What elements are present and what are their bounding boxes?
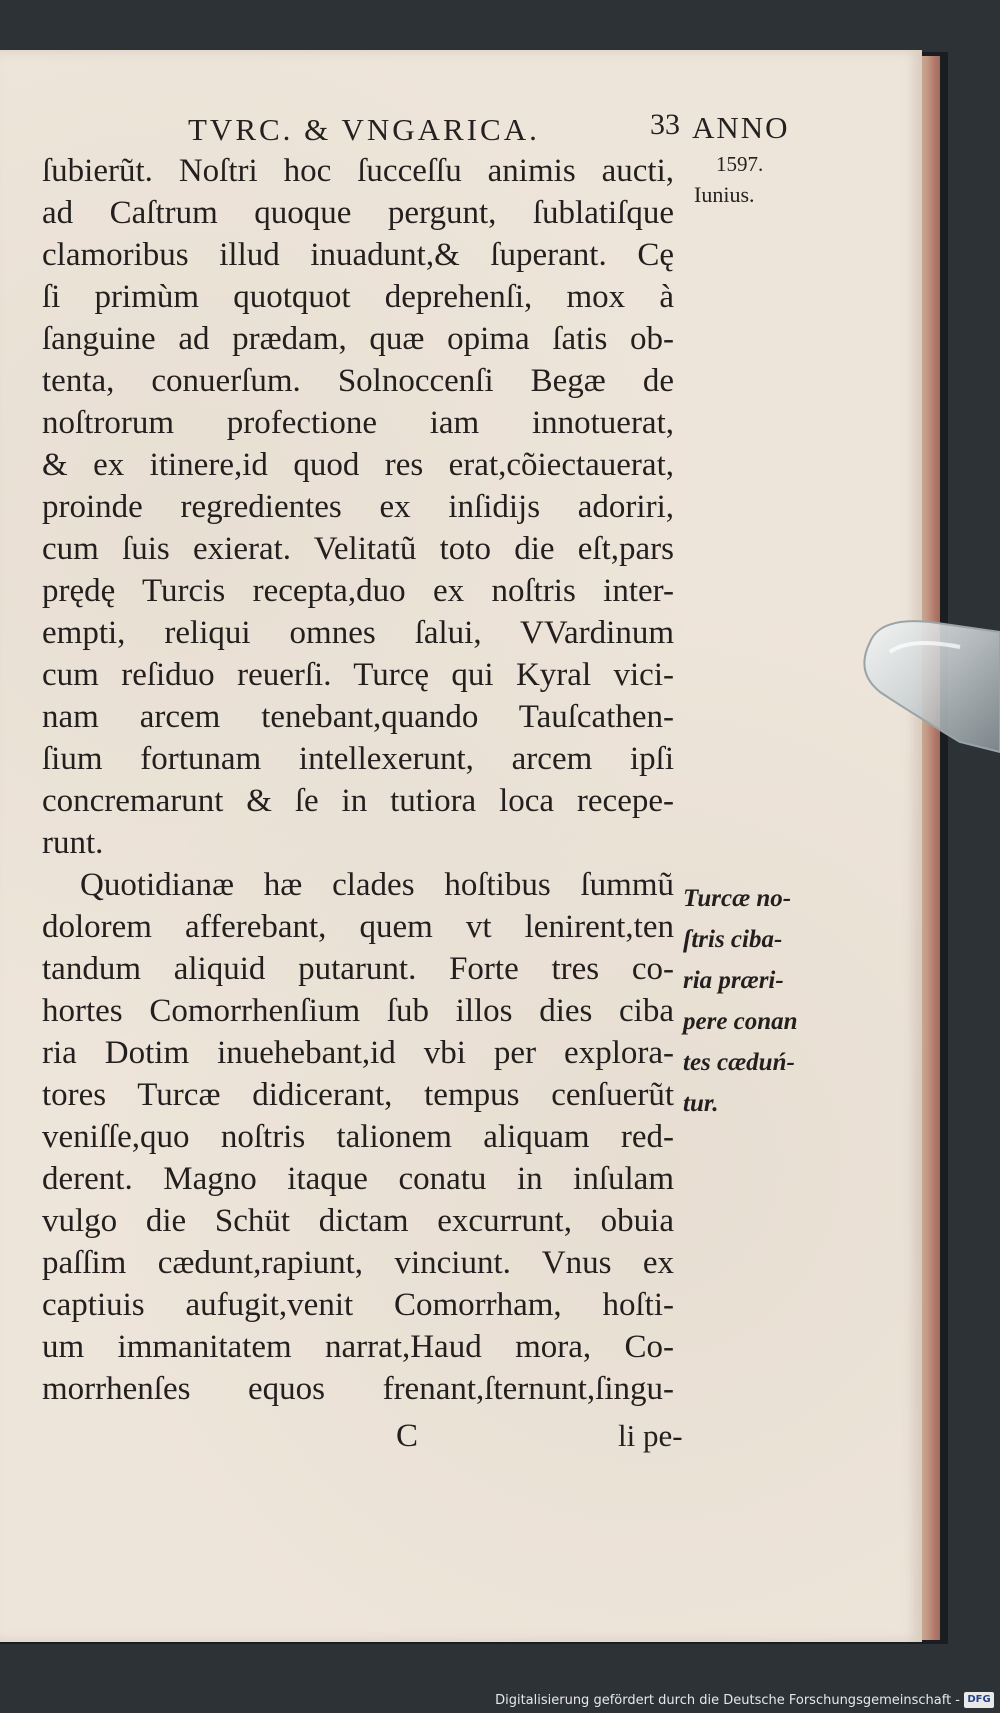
margin-anno: ANNO bbox=[692, 110, 790, 145]
text-line: morrhenſes equos frenant,ſternunt,ſingu- bbox=[42, 1371, 674, 1407]
dfg-logo: DFG bbox=[964, 1692, 994, 1708]
margin-month: Iunius. bbox=[694, 182, 755, 207]
text-line: cum ſuis exierat. Velitatũ toto die eſt,pars bbox=[42, 531, 674, 567]
signature-mark: C bbox=[396, 1418, 419, 1454]
text-line: noſtrorum profectione iam innotuerat, bbox=[42, 405, 674, 441]
text-line: clamoribus illud inuadunt,& ſuperant. Cę bbox=[42, 237, 674, 273]
gloss-line: ſtris ciba- bbox=[683, 926, 783, 953]
text-line: tandum aliquid putarunt. Forte tres co- bbox=[42, 951, 674, 987]
text-line: vulgo die Schüt dictam excurrunt, obuia bbox=[42, 1203, 674, 1239]
text-line: prędę Turcis recepta,duo ex noſtris inter- bbox=[42, 573, 674, 609]
catchword: li pe- bbox=[618, 1418, 683, 1453]
text-line: captiuis aufugit,venit Comorrham, hoſti- bbox=[42, 1287, 674, 1323]
text-line: concremarunt & ſe in tutiora loca recepe- bbox=[42, 783, 674, 819]
text-line: veniſſe,quo noſtris talionem aliquam red- bbox=[42, 1119, 674, 1155]
text-line: ria Dotim inuehebant,id vbi per explora- bbox=[42, 1035, 674, 1071]
text-line: runt. bbox=[42, 825, 104, 861]
paragraph-start-line: Quotidianæ hæ clades hoſtibus ſummũ bbox=[80, 867, 674, 903]
margin-year: 1597. bbox=[716, 152, 764, 176]
text-line: tores Turcæ didicerant, tempus cenſuerũt bbox=[42, 1077, 674, 1113]
text-line: ſubierũt. Noſtri hoc ſucceſſu animis aucti, bbox=[42, 153, 674, 189]
gloss-line: tur. bbox=[683, 1090, 719, 1117]
text-line: ſi primùm quotquot deprehenſi, mox à bbox=[42, 279, 674, 315]
text-line: ſium fortunam intellexerunt, arcem ipſi bbox=[42, 741, 674, 777]
gloss-line: tes cæduń- bbox=[683, 1049, 795, 1076]
text-line: & ex itinere,id quod res erat,cõiectauerat, bbox=[42, 447, 674, 483]
text-line: paſſim cædunt,rapiunt, vinciunt. Vnus ex bbox=[42, 1245, 674, 1281]
text-line: proinde regredientes ex inſidijs adoriri, bbox=[42, 489, 674, 525]
gloss-line: Turcæ no- bbox=[683, 885, 792, 912]
digitization-credit: Digitalisierung gefördert durch die Deutsche Forschungsgemeinschaft - bbox=[495, 1693, 960, 1708]
gloss-line: ria præri- bbox=[683, 967, 784, 994]
text-line: empti, reliqui omnes ſalui, VVardinum bbox=[42, 615, 674, 651]
page-number: 33 bbox=[650, 108, 680, 141]
text-line: hortes Comorrhenſium ſub illos dies ciba bbox=[42, 993, 674, 1029]
text-line: ad Caſtrum quoque pergunt, ſublatiſque bbox=[42, 195, 674, 231]
text-line: nam arcem tenebant,quando Tauſcathen- bbox=[42, 699, 674, 735]
body-text bbox=[42, 150, 674, 1410]
text-line: cum reſiduo reuerſi. Turcę qui Kyral vici- bbox=[42, 657, 674, 693]
text-line: derent. Magno itaque conatu in inſulam bbox=[42, 1161, 674, 1197]
gloss-line: pere conan bbox=[683, 1008, 798, 1035]
page-clip bbox=[850, 612, 1000, 762]
text-line: um immanitatem narrat,Haud mora, Co- bbox=[42, 1329, 674, 1365]
text-line: ſanguine ad prædam, quæ opima ſatis ob- bbox=[42, 321, 674, 357]
text-line: tenta, conuerſum. Solnoccenſi Begæ de bbox=[42, 363, 674, 399]
text-line: dolorem afferebant, quem vt lenirent,ten bbox=[42, 909, 674, 945]
running-head: TVRC. & VNGARICA. bbox=[188, 112, 540, 147]
marginal-gloss bbox=[683, 878, 833, 1124]
